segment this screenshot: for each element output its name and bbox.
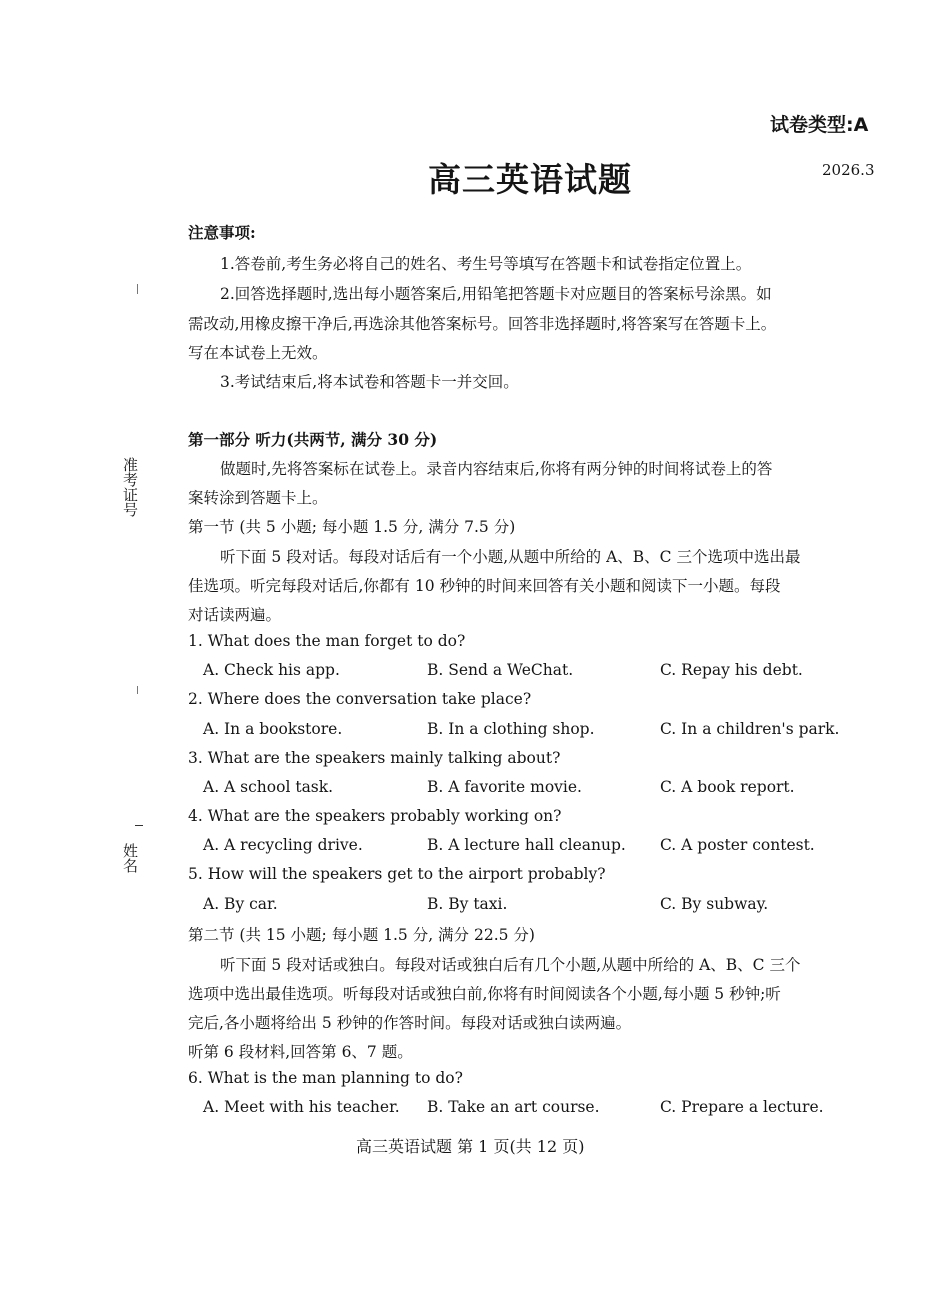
q2-option-b: B. In a clothing shop. [427, 720, 595, 738]
question-6: 6. What is the man planning to do? [188, 1069, 463, 1087]
section1-intro: 对话读两遍。 [188, 606, 282, 624]
binding-line-mark [137, 686, 138, 694]
q6-option-c: C. Prepare a lecture. [660, 1098, 824, 1116]
q6-option-a: A. Meet with his teacher. [203, 1098, 400, 1116]
question-1: 1. What does the man forget to do? [188, 632, 466, 650]
q4-option-c: C. A poster contest. [660, 836, 815, 854]
section1-intro: 佳选项。听完每段对话后,你都有 10 秒钟的时间来回答有关小题和阅读下一小题。每段 [188, 577, 781, 595]
notice-item: 2.回答选择题时,选出每小题答案后,用铅笔把答题卡对应题目的答案标号涂黑。如 [220, 285, 772, 303]
name-underline [135, 825, 143, 826]
notice-heading: 注意事项: [188, 223, 256, 242]
part1-intro: 案转涂到答题卡上。 [188, 489, 328, 507]
section2-intro: 听下面 5 段对话或独白。每段对话或独白后有几个小题,从题中所给的 A、B、C 三个 [220, 956, 801, 974]
paper-type: 试卷类型:A [770, 114, 869, 136]
notice-item: 1.答卷前,考生务必将自己的姓名、考生号等填写在答题卡和试卷指定位置上。 [220, 255, 752, 273]
page-footer: 高三英语试题 第 1 页(共 12 页) [356, 1137, 585, 1156]
page-title: 高三英语试题 [428, 160, 632, 199]
part1-heading: 第一部分 听力(共两节, 满分 30 分) [188, 430, 438, 449]
q4-option-a: A. A recycling drive. [203, 836, 363, 854]
exam-date: 2026.3 [822, 161, 875, 179]
q4-option-b: B. A lecture hall cleanup. [427, 836, 626, 854]
binding-line-mark [137, 284, 138, 294]
q1-option-c: C. Repay his debt. [660, 661, 803, 679]
section2-intro: 选项中选出最佳选项。听每段对话或独白前,你将有时间阅读各个小题,每小题 5 秒钟;听 [188, 985, 781, 1003]
q2-option-c: C. In a children's park. [660, 720, 840, 738]
notice-item: 3.考试结束后,将本试卷和答题卡一并交回。 [220, 373, 519, 391]
question-3: 3. What are the speakers mainly talking about? [188, 749, 561, 767]
question-4: 4. What are the speakers probably working on? [188, 807, 562, 825]
name-label: 姓名 [121, 843, 139, 873]
q1-option-a: A. Check his app. [203, 661, 340, 679]
part1-intro: 做题时,先将答案标在试卷上。录音内容结束后,你将有两分钟的时间将试卷上的答 [220, 460, 773, 478]
section1-intro: 听下面 5 段对话。每段对话后有一个小题,从题中所给的 A、B、C 三个选项中选出最 [220, 548, 801, 566]
section2-intro: 完后,各小题将给出 5 秒钟的作答时间。每段对话或独白读两遍。 [188, 1014, 632, 1032]
q3-option-b: B. A favorite movie. [427, 778, 582, 796]
q3-option-a: A. A school task. [203, 778, 334, 796]
q6-option-b: B. Take an art course. [427, 1098, 600, 1116]
section1-heading: 第一节 (共 5 小题; 每小题 1.5 分, 满分 7.5 分) [188, 518, 516, 536]
q5-option-c: C. By subway. [660, 895, 769, 913]
section2-heading: 第二节 (共 15 小题; 每小题 1.5 分, 满分 22.5 分) [188, 926, 535, 944]
q1-option-b: B. Send a WeChat. [427, 661, 574, 679]
exam-id-label: 准考证号 [121, 457, 139, 517]
q2-option-a: A. In a bookstore. [203, 720, 343, 738]
notice-item: 写在本试卷上无效。 [188, 344, 328, 362]
q5-option-b: B. By taxi. [427, 895, 508, 913]
q3-option-c: C. A book report. [660, 778, 795, 796]
material-instruction: 听第 6 段材料,回答第 6、7 题。 [188, 1043, 413, 1061]
notice-item: 需改动,用橡皮擦干净后,再选涂其他答案标号。回答非选择题时,将答案写在答题卡上。 [188, 315, 777, 333]
question-5: 5. How will the speakers get to the airport probably? [188, 865, 606, 883]
q5-option-a: A. By car. [203, 895, 278, 913]
question-2: 2. Where does the conversation take place? [188, 690, 532, 708]
